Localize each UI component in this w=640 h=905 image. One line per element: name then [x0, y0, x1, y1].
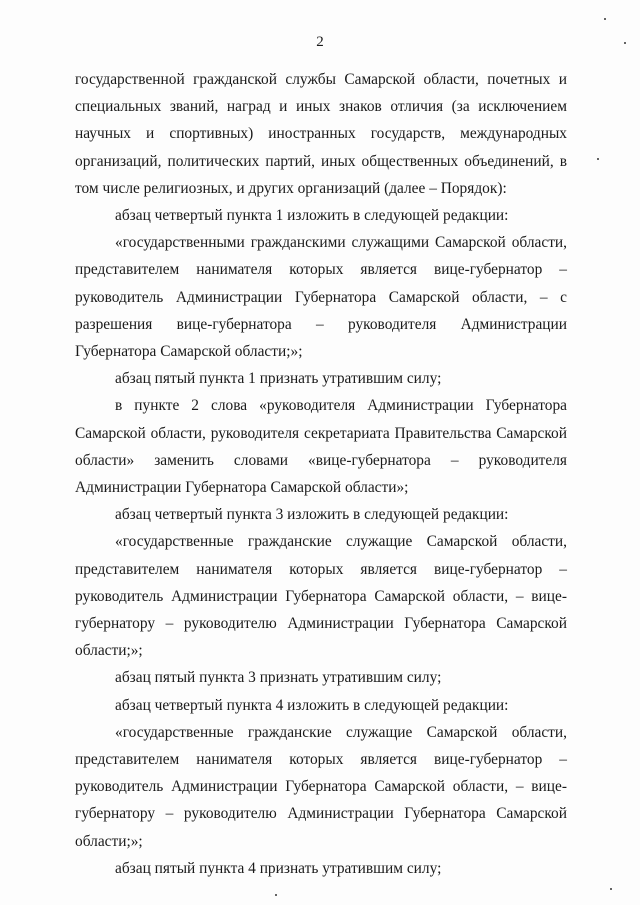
page-number: 2: [316, 34, 324, 50]
paragraph-repeal-item3-para5: абзац пятый пункта 3 признать утратившим силу;: [115, 669, 442, 687]
paragraph-amend-item3-para4: абзац четвертый пункта 3 изложить в следующей редакции:: [115, 506, 509, 524]
paragraph-repeal-item1-para5: абзац пятый пункта 1 признать утратившим силу;: [115, 370, 442, 388]
paragraph-amend-item4-para4: абзац четвертый пункта 4 изложить в следующей редакции:: [115, 696, 509, 714]
paragraph-intro-continuation: государственной гражданской службы Самарской области, почетных и специальных званий, наград и иных знаков отличия (за исключением научных и спортивных) иностранных государств, международных организаций, политических партий, иных общественных объединений, в том числе религиозных, и других организаций (далее – Порядок):: [75, 71, 567, 197]
paragraph-amend-item1-para4: абзац четвертый пункта 1 изложить в следующей редакции:: [115, 207, 509, 225]
scan-speck: [604, 18, 606, 20]
paragraph-quote-item4: «государственные гражданские служащие Самарской области, представителем нанимателя которых является вице-губернатор – руководитель Администрации Губернатора Самарской области, – вице-губернатору – руководителю Администрации Губернатора Самарской области;»;: [75, 723, 567, 850]
scan-speck: [624, 42, 626, 44]
paragraph-amend-item2: в пункте 2 слова «руководителя Администрации Губернатора Самарской области, руководителя секретариата Правительства Самарской области» заменить словами «вице-губернатора – руководителя Администрации Губернатора Самарской области»;: [75, 397, 567, 497]
paragraph-quote-item3: «государственные гражданские служащие Самарской области, представителем нанимателя которых является вице-губернатор – руководитель Администрации Губернатора Самарской области, – вице-губернатору – руководителю Администрации Губернатора Самарской области;»;: [75, 533, 567, 660]
document-body: [75, 66, 567, 882]
scan-speck: [597, 158, 599, 160]
paragraph-quote-item1: «государственными гражданскими служащими Самарской области, представителем нанимателя которых является вице-губернатор – руководитель Администрации Губернатора Самарской области, – с разрешения вице-губернатора – руководителя Администрации Губернатора Самарской области;»;: [75, 234, 567, 361]
paragraph-repeal-item4-para5: абзац пятый пункта 4 признать утратившим силу;: [115, 859, 442, 877]
scan-speck: [275, 894, 277, 896]
scan-speck: [610, 888, 612, 890]
